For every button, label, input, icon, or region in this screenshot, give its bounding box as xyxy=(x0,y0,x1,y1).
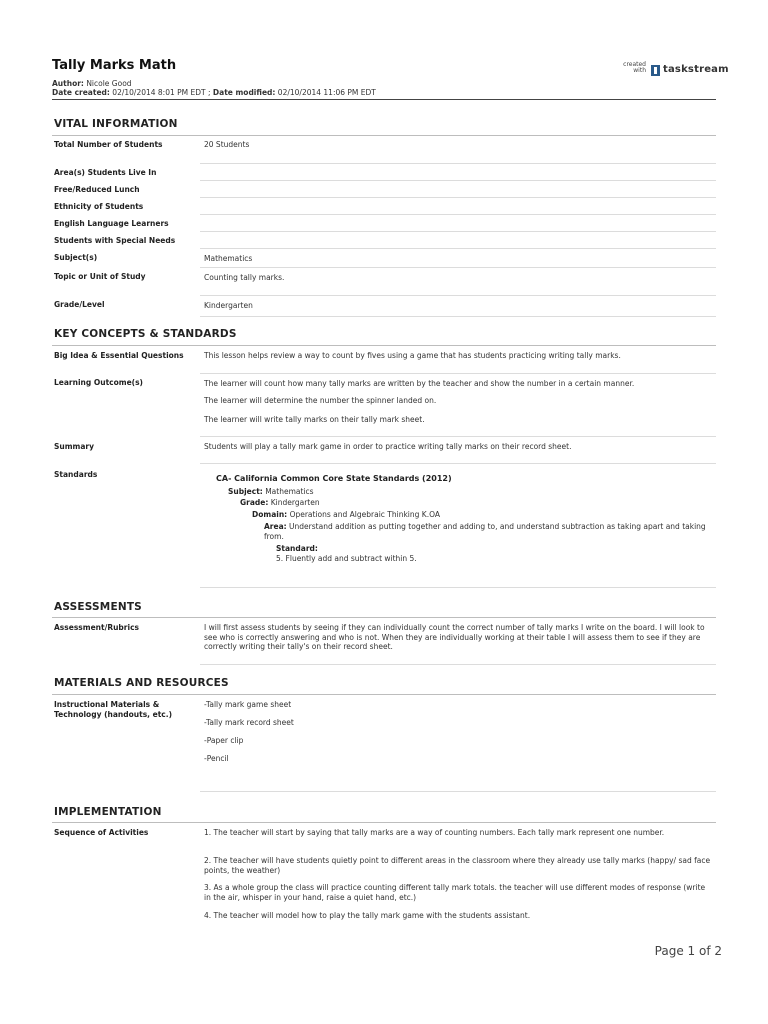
standards-heading: CA- California Common Core State Standards (2012) xyxy=(216,474,452,483)
header-divider xyxy=(52,99,716,100)
date-modified-label: Date modified: xyxy=(212,88,276,97)
list-item: 4. The teacher will model how to play the tally mark game with the students assistant. xyxy=(204,911,531,920)
row-value: Students will play a tally mark game in order to practice writing tally marks on their record sheet. xyxy=(204,442,572,451)
row-label: Subject(s) xyxy=(54,253,98,262)
created-with-text xyxy=(622,62,646,74)
row-value: 20 Students xyxy=(204,140,250,149)
domain-value: Operations and Algebraic Thinking K.OA xyxy=(289,510,440,519)
section-title-assessments: ASSESSMENTS xyxy=(54,601,142,613)
standard-label: Standard: xyxy=(276,544,318,553)
section-title-materials: MATERIALS AND RESOURCES xyxy=(54,677,229,689)
row-label: Summary xyxy=(54,442,95,451)
row-value: Counting tally marks. xyxy=(204,273,285,282)
section-title-implementation: IMPLEMENTATION xyxy=(54,806,162,818)
grade-value: Kindergarten xyxy=(270,498,320,507)
row-divider xyxy=(200,231,716,232)
list-item: 3. As a whole group the class will practice counting different tally mark totals. the teacher will use different modes of response (write in the air, whisper in your hand, raise a quiet hand, etc.) xyxy=(204,883,706,902)
section-divider xyxy=(52,617,716,618)
row-label: Students with Special Needs xyxy=(54,236,176,245)
row-label: Total Number of Students xyxy=(54,140,163,149)
row-label: Instructional Materials & Technology (handouts, etc.) xyxy=(54,700,173,719)
created-text: created xyxy=(623,61,646,68)
row-value: Mathematics xyxy=(204,254,253,263)
with-text: with xyxy=(633,67,646,74)
row-divider xyxy=(200,295,716,296)
section-divider xyxy=(52,822,716,823)
date-created-label: Date created: xyxy=(52,88,110,97)
list-item: 2. The teacher will have students quietly point to different areas in the classroom where they already use tally marks (happy/ sad face points, the weather) xyxy=(204,856,711,875)
area-label: Area: xyxy=(264,522,287,531)
row-divider xyxy=(200,436,716,437)
row-divider xyxy=(200,316,716,317)
standard-item xyxy=(276,544,417,563)
row-divider xyxy=(200,587,716,588)
row-label: Ethnicity of Students xyxy=(54,202,144,211)
taskstream-name: taskstream xyxy=(663,64,729,75)
row-value: The learner will count how many tally marks are written by the teacher and show the number in a certain manner. xyxy=(204,379,635,388)
row-divider xyxy=(200,267,716,268)
list-item: -Paper clip xyxy=(204,736,244,745)
row-value: The learner will write tally marks on their tally mark sheet. xyxy=(204,415,425,424)
row-divider xyxy=(200,214,716,215)
row-divider xyxy=(200,248,716,249)
section-title-vital: VITAL INFORMATION xyxy=(54,118,178,130)
section-divider xyxy=(52,345,716,346)
row-label: English Language Learners xyxy=(54,219,169,228)
section-title-key-concepts: KEY CONCEPTS & STANDARDS xyxy=(54,328,237,340)
row-value: I will first assess students by seeing if they can individually count the correct number of tally marks I write on the board. I will look to see who is correctly answering and who is not. When they are individually working at their table I will assess them to see if they are correctly writing their tally's on their record sheet. xyxy=(204,623,705,651)
page-title: Tally Marks Math xyxy=(52,58,177,73)
row-label: Free/Reduced Lunch xyxy=(54,185,140,194)
row-label: Area(s) Students Live In xyxy=(54,168,157,177)
standard-domain xyxy=(252,510,440,520)
row-label: Grade/Level xyxy=(54,300,105,309)
row-label: Learning Outcome(s) xyxy=(54,378,143,387)
author-label: Author: xyxy=(52,79,84,88)
date-created: 02/10/2014 8:01 PM EDT xyxy=(112,88,206,97)
row-divider xyxy=(200,197,716,198)
list-item: -Tally mark game sheet xyxy=(204,700,292,709)
list-item: -Tally mark record sheet xyxy=(204,718,294,727)
row-value: This lesson helps review a way to count by fives using a game that has students practicing writing tally marks. xyxy=(204,351,621,360)
row-value: Kindergarten xyxy=(204,301,253,310)
domain-label: Domain: xyxy=(252,510,288,519)
section-divider xyxy=(52,694,716,695)
subject-value: Mathematics xyxy=(265,487,314,496)
row-divider xyxy=(200,373,716,374)
taskstream-logo xyxy=(622,61,729,80)
row-label: Sequence of Activities xyxy=(54,828,149,837)
row-label: Assessment/Rubrics xyxy=(54,623,139,632)
row-divider xyxy=(200,180,716,181)
row-label: Big Idea & Essential Questions xyxy=(54,351,184,360)
standard-value: 5. Fluently add and subtract within 5. xyxy=(276,553,417,563)
row-value: The learner will determine the number the spinner landed on. xyxy=(204,396,437,405)
area-value: Understand addition as putting together and adding to, and understand subtraction as taking apart and taking from. xyxy=(264,522,706,541)
meta-separator: ; xyxy=(205,88,213,97)
list-item: 1. The teacher will start by saying that tally marks are a way of counting numbers. Each tally mark represent one number. xyxy=(204,828,665,837)
row-divider xyxy=(200,791,716,792)
taskstream-logo-icon xyxy=(651,65,660,76)
date-modified: 02/10/2014 11:06 PM EDT xyxy=(277,88,376,97)
row-divider xyxy=(200,163,716,164)
author-name: Nicole Good xyxy=(86,79,132,88)
row-divider xyxy=(200,463,716,464)
standard-subject xyxy=(228,487,314,497)
page-number: Page 1 of 2 xyxy=(654,944,722,958)
row-divider xyxy=(200,664,716,665)
list-item: -Pencil xyxy=(204,754,229,763)
document-meta xyxy=(52,79,376,97)
row-label: Standards xyxy=(54,470,98,479)
section-divider xyxy=(52,135,716,136)
standard-area xyxy=(264,522,714,541)
grade-label: Grade: xyxy=(240,498,269,507)
standard-grade xyxy=(240,498,320,508)
subject-label: Subject: xyxy=(228,487,263,496)
row-label: Topic or Unit of Study xyxy=(54,272,146,281)
